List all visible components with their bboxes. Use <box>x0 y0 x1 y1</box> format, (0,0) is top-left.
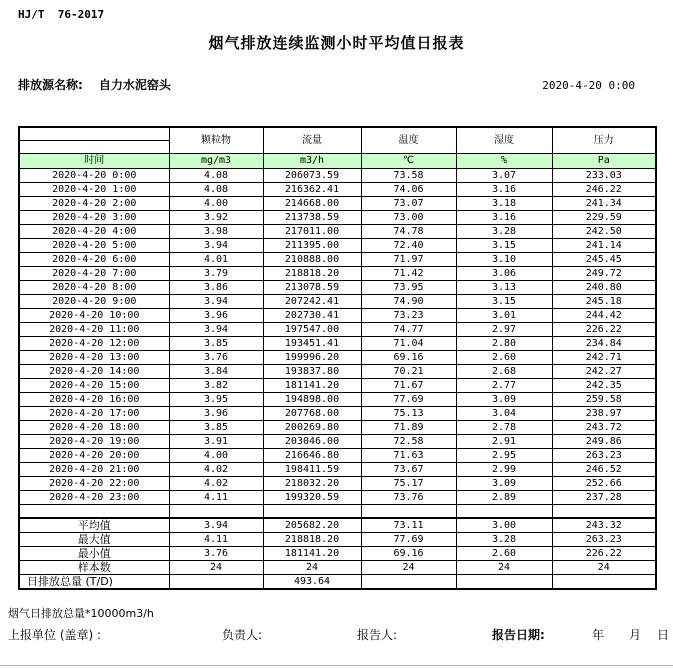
value-cell: 194898.00 <box>263 392 361 406</box>
value-cell: 4.00 <box>169 196 263 210</box>
time-cell: 2020-4-20 13:00 <box>19 350 169 364</box>
empty-cell <box>169 504 263 518</box>
value-cell: 73.67 <box>361 462 456 476</box>
table-row <box>19 266 656 280</box>
value-cell: 74.90 <box>361 294 456 308</box>
time-cell: 2020-4-20 20:00 <box>19 448 169 462</box>
value-cell: 73.23 <box>361 308 456 322</box>
year-label: 年 <box>592 628 605 642</box>
footer-note: 烟气日排放总量*10000m3/h <box>8 607 154 620</box>
column-header-temp: 温度 <box>361 127 456 153</box>
value-cell: 3.98 <box>169 224 263 238</box>
time-cell: 2020-4-20 9:00 <box>19 294 169 308</box>
responsible-person-label: 负责人: <box>222 628 263 642</box>
time-cell: 2020-4-20 18:00 <box>19 420 169 434</box>
time-cell: 2020-4-20 2:00 <box>19 196 169 210</box>
value-cell: 207768.00 <box>263 406 361 420</box>
value-cell: 77.69 <box>361 392 456 406</box>
value-cell: 246.22 <box>552 182 656 196</box>
reporter-label: 报告人: <box>357 628 398 642</box>
summary-value: 77.69 <box>361 533 456 547</box>
time-cell: 2020-4-20 16:00 <box>19 392 169 406</box>
table-row <box>19 280 656 294</box>
time-head-blank <box>19 127 169 140</box>
value-cell: 233.03 <box>552 168 656 182</box>
time-column-header: 时间 <box>19 153 169 168</box>
table-head <box>19 127 656 168</box>
table-row <box>19 364 656 378</box>
time-cell: 2020-4-20 6:00 <box>19 252 169 266</box>
unit-row <box>19 153 656 168</box>
unit-pressure: Pa <box>552 153 656 168</box>
signature-line <box>0 626 673 644</box>
table-summary <box>19 504 656 518</box>
summary-label: 平均值 <box>19 518 169 533</box>
value-cell: 2.80 <box>456 336 552 350</box>
summary-value <box>169 575 263 590</box>
table-row <box>19 168 656 182</box>
table-body <box>19 168 656 504</box>
value-cell: 245.45 <box>552 252 656 266</box>
empty-cell <box>456 504 552 518</box>
summary-value <box>361 575 456 590</box>
value-cell: 3.94 <box>169 322 263 336</box>
value-cell: 71.67 <box>361 378 456 392</box>
summary-value: 24 <box>361 561 456 575</box>
table-row <box>19 406 656 420</box>
value-cell: 71.42 <box>361 266 456 280</box>
empty-row <box>19 504 656 518</box>
value-cell: 3.85 <box>169 420 263 434</box>
time-cell: 2020-4-20 7:00 <box>19 266 169 280</box>
value-cell: 3.76 <box>169 350 263 364</box>
value-cell: 213738.59 <box>263 210 361 224</box>
value-cell: 203046.00 <box>263 434 361 448</box>
summary-value: 226.22 <box>552 547 656 561</box>
value-cell: 3.28 <box>456 224 552 238</box>
reporting-unit-label: 上报单位 (盖章) : <box>8 628 102 642</box>
standard-number: HJ/T 76-2017 <box>18 8 105 21</box>
value-cell: 74.06 <box>361 182 456 196</box>
value-cell: 72.40 <box>361 238 456 252</box>
summary-value: 205682.20 <box>263 518 361 533</box>
value-cell: 3.13 <box>456 280 552 294</box>
value-cell: 73.07 <box>361 196 456 210</box>
day-label: 日 <box>657 628 670 642</box>
time-cell: 2020-4-20 5:00 <box>19 238 169 252</box>
summary-value: 263.23 <box>552 533 656 547</box>
value-cell: 2.60 <box>456 350 552 364</box>
value-cell: 70.21 <box>361 364 456 378</box>
value-cell: 217011.00 <box>263 224 361 238</box>
value-cell: 252.66 <box>552 476 656 490</box>
value-cell: 73.95 <box>361 280 456 294</box>
value-cell: 207242.41 <box>263 294 361 308</box>
summary-body <box>19 518 656 589</box>
summary-row <box>19 533 656 547</box>
value-cell: 3.01 <box>456 308 552 322</box>
summary-value: 24 <box>263 561 361 575</box>
value-cell: 238.97 <box>552 406 656 420</box>
time-cell: 2020-4-20 22:00 <box>19 476 169 490</box>
value-cell: 3.94 <box>169 294 263 308</box>
value-cell: 249.86 <box>552 434 656 448</box>
value-cell: 3.92 <box>169 210 263 224</box>
value-cell: 241.34 <box>552 196 656 210</box>
value-cell: 199996.20 <box>263 350 361 364</box>
time-cell: 2020-4-20 14:00 <box>19 364 169 378</box>
value-cell: 197547.00 <box>263 322 361 336</box>
summary-label: 样本数 <box>19 561 169 575</box>
value-cell: 2.78 <box>456 420 552 434</box>
time-cell: 2020-4-20 12:00 <box>19 336 169 350</box>
value-cell: 242.27 <box>552 364 656 378</box>
summary-value <box>456 575 552 590</box>
report-datetime: 2020-4-20 0:00 <box>542 79 635 92</box>
value-cell: 193837.80 <box>263 364 361 378</box>
summary-value <box>552 575 656 590</box>
value-cell: 246.52 <box>552 462 656 476</box>
summary-value: 3.28 <box>456 533 552 547</box>
value-cell: 226.22 <box>552 322 656 336</box>
value-cell: 2.89 <box>456 490 552 504</box>
value-cell: 3.16 <box>456 182 552 196</box>
unit-temp: ℃ <box>361 153 456 168</box>
table-row <box>19 420 656 434</box>
value-cell: 4.02 <box>169 462 263 476</box>
summary-value: 24 <box>552 561 656 575</box>
value-cell: 75.13 <box>361 406 456 420</box>
value-cell: 206073.59 <box>263 168 361 182</box>
value-cell: 216646.80 <box>263 448 361 462</box>
table-row <box>19 294 656 308</box>
summary-label: 日排放总量 (T/D) <box>19 575 169 590</box>
value-cell: 237.28 <box>552 490 656 504</box>
value-cell: 4.08 <box>169 168 263 182</box>
value-cell: 2.77 <box>456 378 552 392</box>
value-cell: 4.01 <box>169 252 263 266</box>
time-cell: 2020-4-20 1:00 <box>19 182 169 196</box>
value-cell: 3.06 <box>456 266 552 280</box>
value-cell: 3.84 <box>169 364 263 378</box>
bottom-rule <box>0 665 673 666</box>
value-cell: 249.72 <box>552 266 656 280</box>
value-cell: 3.96 <box>169 308 263 322</box>
value-cell: 3.15 <box>456 238 552 252</box>
time-cell: 2020-4-20 23:00 <box>19 490 169 504</box>
value-cell: 229.59 <box>552 210 656 224</box>
summary-label: 最大值 <box>19 533 169 547</box>
summary-row <box>19 575 656 590</box>
empty-cell <box>19 504 169 518</box>
value-cell: 73.76 <box>361 490 456 504</box>
table-row <box>19 448 656 462</box>
time-cell: 2020-4-20 19:00 <box>19 434 169 448</box>
value-cell: 3.96 <box>169 406 263 420</box>
summary-value: 3.76 <box>169 547 263 561</box>
value-cell: 75.17 <box>361 476 456 490</box>
value-cell: 4.11 <box>169 490 263 504</box>
table-row <box>19 196 656 210</box>
value-cell: 71.97 <box>361 252 456 266</box>
source-name-label: 排放源名称: <box>18 78 83 92</box>
value-cell: 202730.41 <box>263 308 361 322</box>
value-cell: 234.84 <box>552 336 656 350</box>
summary-label: 最小值 <box>19 547 169 561</box>
table-row <box>19 322 656 336</box>
value-cell: 3.94 <box>169 238 263 252</box>
time-cell: 2020-4-20 8:00 <box>19 280 169 294</box>
value-cell: 3.18 <box>456 196 552 210</box>
empty-cell <box>552 504 656 518</box>
value-cell: 71.63 <box>361 448 456 462</box>
time-cell: 2020-4-20 21:00 <box>19 462 169 476</box>
value-cell: 242.35 <box>552 378 656 392</box>
summary-value: 493.64 <box>263 575 361 590</box>
value-cell: 73.58 <box>361 168 456 182</box>
value-cell: 74.78 <box>361 224 456 238</box>
summary-value: 69.16 <box>361 547 456 561</box>
time-head-blank <box>19 140 169 153</box>
value-cell: 3.10 <box>456 252 552 266</box>
value-cell: 2.95 <box>456 448 552 462</box>
value-cell: 241.14 <box>552 238 656 252</box>
value-cell: 193451.41 <box>263 336 361 350</box>
column-header-pm: 颗粒物 <box>169 127 263 153</box>
column-header-pressure: 压力 <box>552 127 656 153</box>
value-cell: 71.89 <box>361 420 456 434</box>
value-cell: 200269.80 <box>263 420 361 434</box>
value-cell: 3.15 <box>456 294 552 308</box>
value-cell: 263.23 <box>552 448 656 462</box>
table-row <box>19 378 656 392</box>
table-row <box>19 224 656 238</box>
table-row <box>19 252 656 266</box>
table-row <box>19 182 656 196</box>
time-cell: 2020-4-20 17:00 <box>19 406 169 420</box>
value-cell: 245.18 <box>552 294 656 308</box>
table-row <box>19 336 656 350</box>
value-cell: 3.79 <box>169 266 263 280</box>
header-row-top <box>19 127 656 140</box>
summary-value: 243.32 <box>552 518 656 533</box>
value-cell: 4.00 <box>169 448 263 462</box>
summary-value: 2.60 <box>456 547 552 561</box>
report-date-label: 报告日期: <box>492 628 545 642</box>
value-cell: 3.82 <box>169 378 263 392</box>
table-row <box>19 462 656 476</box>
value-cell: 244.42 <box>552 308 656 322</box>
value-cell: 73.00 <box>361 210 456 224</box>
value-cell: 3.91 <box>169 434 263 448</box>
value-cell: 210888.00 <box>263 252 361 266</box>
value-cell: 218032.20 <box>263 476 361 490</box>
table-row <box>19 350 656 364</box>
value-cell: 3.16 <box>456 210 552 224</box>
value-cell: 3.09 <box>456 392 552 406</box>
column-header-humidity: 湿度 <box>456 127 552 153</box>
time-cell: 2020-4-20 15:00 <box>19 378 169 392</box>
summary-value: 24 <box>169 561 263 575</box>
table-row <box>19 210 656 224</box>
report-table <box>18 126 657 590</box>
value-cell: 259.58 <box>552 392 656 406</box>
time-cell: 2020-4-20 3:00 <box>19 210 169 224</box>
summary-row <box>19 561 656 575</box>
unit-humidity: % <box>456 153 552 168</box>
value-cell: 3.85 <box>169 336 263 350</box>
value-cell: 4.02 <box>169 476 263 490</box>
table-row <box>19 490 656 504</box>
page-title: 烟气排放连续监测小时平均值日报表 <box>208 34 465 52</box>
summary-value: 3.00 <box>456 518 552 533</box>
value-cell: 199320.59 <box>263 490 361 504</box>
month-label: 月 <box>629 628 642 642</box>
value-cell: 3.09 <box>456 476 552 490</box>
value-cell: 72.58 <box>361 434 456 448</box>
summary-value: 218818.20 <box>263 533 361 547</box>
source-line <box>18 76 653 93</box>
unit-pm: mg/m3 <box>169 153 263 168</box>
value-cell: 3.07 <box>456 168 552 182</box>
value-cell: 242.50 <box>552 224 656 238</box>
value-cell: 216362.41 <box>263 182 361 196</box>
source-name-value: 自力水泥窑头 <box>98 78 171 92</box>
value-cell: 213078.59 <box>263 280 361 294</box>
table-row <box>19 392 656 406</box>
time-cell: 2020-4-20 4:00 <box>19 224 169 238</box>
time-cell: 2020-4-20 10:00 <box>19 308 169 322</box>
table-row <box>19 238 656 252</box>
table-row <box>19 476 656 490</box>
table-row <box>19 434 656 448</box>
summary-value: 3.94 <box>169 518 263 533</box>
time-cell: 2020-4-20 0:00 <box>19 168 169 182</box>
value-cell: 242.71 <box>552 350 656 364</box>
summary-row <box>19 518 656 533</box>
value-cell: 243.72 <box>552 420 656 434</box>
value-cell: 71.04 <box>361 336 456 350</box>
time-cell: 2020-4-20 11:00 <box>19 322 169 336</box>
value-cell: 69.16 <box>361 350 456 364</box>
value-cell: 218818.20 <box>263 266 361 280</box>
value-cell: 2.68 <box>456 364 552 378</box>
column-header-flow: 流量 <box>263 127 361 153</box>
value-cell: 3.95 <box>169 392 263 406</box>
value-cell: 181141.20 <box>263 378 361 392</box>
summary-value: 4.11 <box>169 533 263 547</box>
table-row <box>19 308 656 322</box>
summary-value: 181141.20 <box>263 547 361 561</box>
value-cell: 2.99 <box>456 462 552 476</box>
value-cell: 2.91 <box>456 434 552 448</box>
summary-row <box>19 547 656 561</box>
value-cell: 3.86 <box>169 280 263 294</box>
value-cell: 240.80 <box>552 280 656 294</box>
empty-cell <box>361 504 456 518</box>
unit-flow: m3/h <box>263 153 361 168</box>
value-cell: 211395.00 <box>263 238 361 252</box>
empty-cell <box>263 504 361 518</box>
value-cell: 198411.59 <box>263 462 361 476</box>
summary-value: 73.11 <box>361 518 456 533</box>
summary-value: 24 <box>456 561 552 575</box>
value-cell: 3.04 <box>456 406 552 420</box>
value-cell: 74.77 <box>361 322 456 336</box>
value-cell: 4.08 <box>169 182 263 196</box>
value-cell: 2.97 <box>456 322 552 336</box>
value-cell: 214668.00 <box>263 196 361 210</box>
